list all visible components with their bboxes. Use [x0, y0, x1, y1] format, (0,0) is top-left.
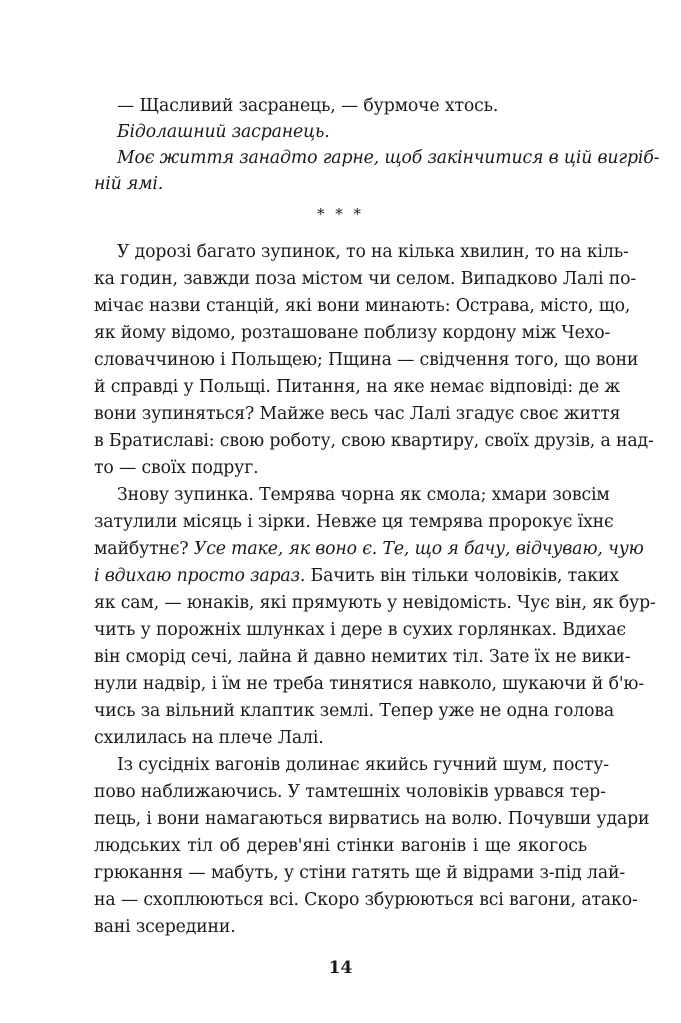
text-line: схилилась на плече Лалі. [94, 728, 324, 748]
text-line: чись за вільний клаптик землі. Тепер уже не одна голова [94, 701, 615, 721]
text-line: Знову зупинка. Темрява чорна як смола; хмари зовсім [117, 485, 610, 505]
text-line: ка годин, завжди поза містом чи селом. Випадково Лалі по- [94, 269, 637, 289]
text-line-italic: ній ямі. [94, 174, 164, 194]
text-span: майбутнє? [94, 539, 194, 559]
text-line: нули надвір, і їм не треба тинятися навколо, шукаючи й б'ю- [94, 674, 645, 694]
text-line: пець, і вони намагаються вирватись на волю. Почувши удари [94, 809, 650, 829]
text-line: — Щасливий засранець, — бурмоче хтось. [117, 96, 499, 116]
text-line-italic: Бідолашний засранець. [117, 122, 330, 142]
text-line: в Братиславі: свою роботу, свою квартиру, своїх друзів, а над- [94, 431, 654, 451]
page-number: 14 [328, 958, 353, 978]
text-span-italic: і вдихаю просто зараз. [94, 566, 306, 586]
text-line: У дорозі багато зупинок, то на кілька хвилин, то на кіль- [117, 242, 629, 262]
text-line-italic: Моє життя занадто гарне, щоб закінчитися в цій вигріб- [117, 148, 660, 168]
text-line: пово наближаючись. У тамтешніх чоловіків урвався тер- [94, 782, 606, 802]
text-line: й справді у Польщі. Питання, на яке немає відповіді: де ж [94, 377, 621, 397]
text-line: як сам, — юнаків, які прямують у невідомість. Чує він, як бур- [94, 593, 656, 613]
text-line: затулили місяць і зірки. Невже ця темрява пророкує їхнє [94, 512, 614, 532]
text-line: на — схоплюються всі. Скоро збурюються всі вагони, атако- [94, 890, 638, 910]
section-separator: * * * [316, 205, 365, 223]
text-line: то — своїх подруг. [94, 458, 259, 478]
text-line: як йому відомо, розташоване поблизу кордону між Чехо- [94, 323, 611, 343]
text-line: Із сусідніх вагонів долинає якийсь гучний шум, посту- [117, 755, 609, 775]
text-line-mixed [94, 563, 619, 590]
text-line: чить у порожніх шлунках і дере в сухих горлянках. Вдихає [94, 620, 626, 640]
text-line-mixed [94, 536, 644, 563]
text-line: мічає назви станцій, які вони минають: Острава, місто, що, [94, 296, 631, 316]
text-line: вані зсередини. [94, 917, 236, 937]
text-line: він сморід сечі, лайна й давно немитих тіл. Зате їх не вики- [94, 647, 631, 667]
text-line: вони зупиняться? Майже весь час Лалі згадує своє життя [94, 404, 621, 424]
text-span: Бачить він тільки чоловіків, таких [305, 566, 619, 586]
text-line: словаччиною і Польщею; Пщина — свідчення того, що вони [94, 350, 639, 370]
text-line: грюкання — мабуть, у стіни гатять ще й відрами з-під лай- [94, 863, 626, 883]
text-line: людських тіл об дерев'яні стінки вагонів і ще якогось [94, 836, 587, 856]
text-span-italic: Усе таке, як воно є. Те, що я бачу, відчуваю, чую [193, 539, 644, 559]
